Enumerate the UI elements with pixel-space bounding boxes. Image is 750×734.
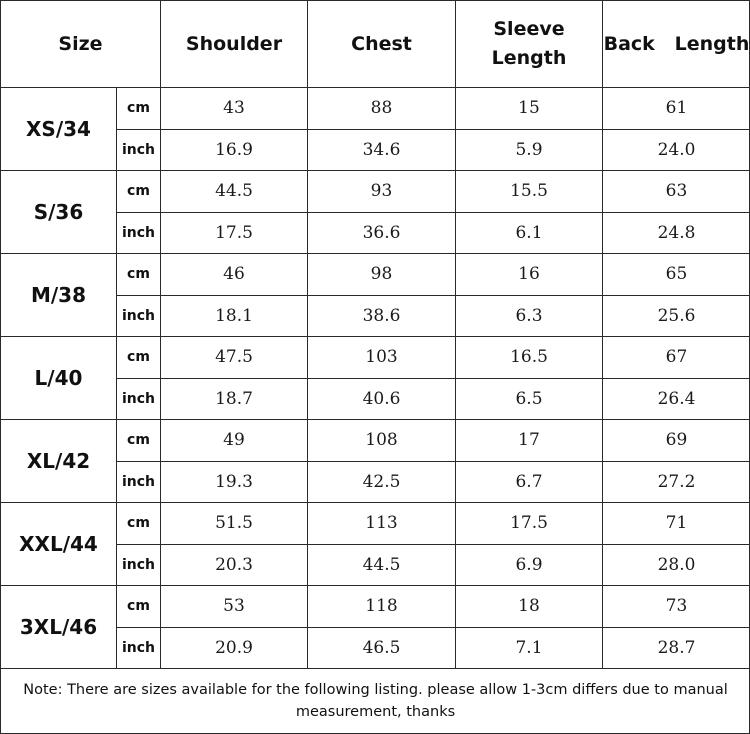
header-shoulder: Shoulder [161, 1, 308, 88]
sleeve-inch-value: 7.1 [456, 627, 603, 669]
shoulder-cm-value: 47.5 [161, 337, 308, 379]
header-sleeve-line2: Length [491, 47, 567, 69]
chest-cm-value: 98 [308, 254, 456, 296]
chest-inch-value: 36.6 [308, 212, 456, 254]
shoulder-cm-value: 43 [161, 88, 308, 130]
back-inch-value: 25.6 [603, 295, 750, 337]
sleeve-inch-value: 6.1 [456, 212, 603, 254]
unit-label-inch: inch [117, 627, 161, 669]
sleeve-inch-value: 6.7 [456, 461, 603, 503]
unit-label-inch: inch [117, 461, 161, 503]
unit-label-cm: cm [117, 503, 161, 545]
shoulder-inch-value: 20.3 [161, 544, 308, 586]
back-cm-value: 73 [603, 586, 750, 628]
shoulder-cm-value: 49 [161, 420, 308, 462]
unit-label-cm: cm [117, 420, 161, 462]
shoulder-cm-value: 51.5 [161, 503, 308, 545]
size-label: L/40 [1, 337, 117, 420]
back-inch-value: 28.0 [603, 544, 750, 586]
table-row [1, 337, 750, 379]
back-cm-value: 63 [603, 171, 750, 213]
unit-label-inch: inch [117, 544, 161, 586]
unit-label-inch: inch [117, 295, 161, 337]
size-label: 3XL/46 [1, 586, 117, 669]
header-row [1, 1, 750, 88]
sleeve-inch-value: 6.9 [456, 544, 603, 586]
header-sleeve-line1: Sleeve [493, 18, 565, 40]
chest-inch-value: 44.5 [308, 544, 456, 586]
back-cm-value: 67 [603, 337, 750, 379]
shoulder-inch-value: 20.9 [161, 627, 308, 669]
back-cm-value: 65 [603, 254, 750, 296]
unit-label-inch: inch [117, 129, 161, 171]
shoulder-inch-value: 18.1 [161, 295, 308, 337]
header-back-length: Back Length [603, 1, 750, 88]
header-chest: Chest [308, 1, 456, 88]
chest-inch-value: 38.6 [308, 295, 456, 337]
unit-label-cm: cm [117, 337, 161, 379]
unit-label-inch: inch [117, 212, 161, 254]
chest-cm-value: 93 [308, 171, 456, 213]
back-inch-value: 27.2 [603, 461, 750, 503]
table-row [1, 586, 750, 628]
size-rows [1, 88, 750, 669]
size-label: XS/34 [1, 88, 117, 171]
back-cm-value: 69 [603, 420, 750, 462]
shoulder-cm-value: 44.5 [161, 171, 308, 213]
sleeve-inch-value: 5.9 [456, 129, 603, 171]
chest-inch-value: 46.5 [308, 627, 456, 669]
sleeve-cm-value: 16 [456, 254, 603, 296]
unit-label-inch: inch [117, 378, 161, 420]
chest-cm-value: 118 [308, 586, 456, 628]
table-row [1, 503, 750, 545]
back-inch-value: 28.7 [603, 627, 750, 669]
table-row [1, 88, 750, 130]
chest-inch-value: 40.6 [308, 378, 456, 420]
unit-label-cm: cm [117, 586, 161, 628]
shoulder-inch-value: 18.7 [161, 378, 308, 420]
unit-label-cm: cm [117, 88, 161, 130]
chest-cm-value: 103 [308, 337, 456, 379]
note-text: Note: There are sizes available for the following listing. please allow 1-3cm differs due to manual measurement, thanks [1, 669, 750, 734]
unit-label-cm: cm [117, 171, 161, 213]
shoulder-inch-value: 16.9 [161, 129, 308, 171]
back-inch-value: 24.0 [603, 129, 750, 171]
sleeve-cm-value: 18 [456, 586, 603, 628]
sleeve-inch-value: 6.5 [456, 378, 603, 420]
note-row [1, 669, 750, 734]
chest-cm-value: 113 [308, 503, 456, 545]
back-inch-value: 26.4 [603, 378, 750, 420]
table-row [1, 420, 750, 462]
table-row [1, 254, 750, 296]
size-label: S/36 [1, 171, 117, 254]
sleeve-cm-value: 15 [456, 88, 603, 130]
shoulder-cm-value: 46 [161, 254, 308, 296]
shoulder-cm-value: 53 [161, 586, 308, 628]
back-cm-value: 61 [603, 88, 750, 130]
sleeve-cm-value: 17 [456, 420, 603, 462]
shoulder-inch-value: 19.3 [161, 461, 308, 503]
size-label: XL/42 [1, 420, 117, 503]
header-size: Size [1, 1, 161, 88]
sleeve-cm-value: 16.5 [456, 337, 603, 379]
back-cm-value: 71 [603, 503, 750, 545]
sleeve-inch-value: 6.3 [456, 295, 603, 337]
chest-cm-value: 108 [308, 420, 456, 462]
unit-label-cm: cm [117, 254, 161, 296]
sleeve-cm-value: 15.5 [456, 171, 603, 213]
chest-inch-value: 34.6 [308, 129, 456, 171]
chest-cm-value: 88 [308, 88, 456, 130]
shoulder-inch-value: 17.5 [161, 212, 308, 254]
size-label: M/38 [1, 254, 117, 337]
header-sleeve-length [456, 1, 603, 88]
chest-inch-value: 42.5 [308, 461, 456, 503]
sleeve-cm-value: 17.5 [456, 503, 603, 545]
back-inch-value: 24.8 [603, 212, 750, 254]
size-label: XXL/44 [1, 503, 117, 586]
table-row [1, 171, 750, 213]
